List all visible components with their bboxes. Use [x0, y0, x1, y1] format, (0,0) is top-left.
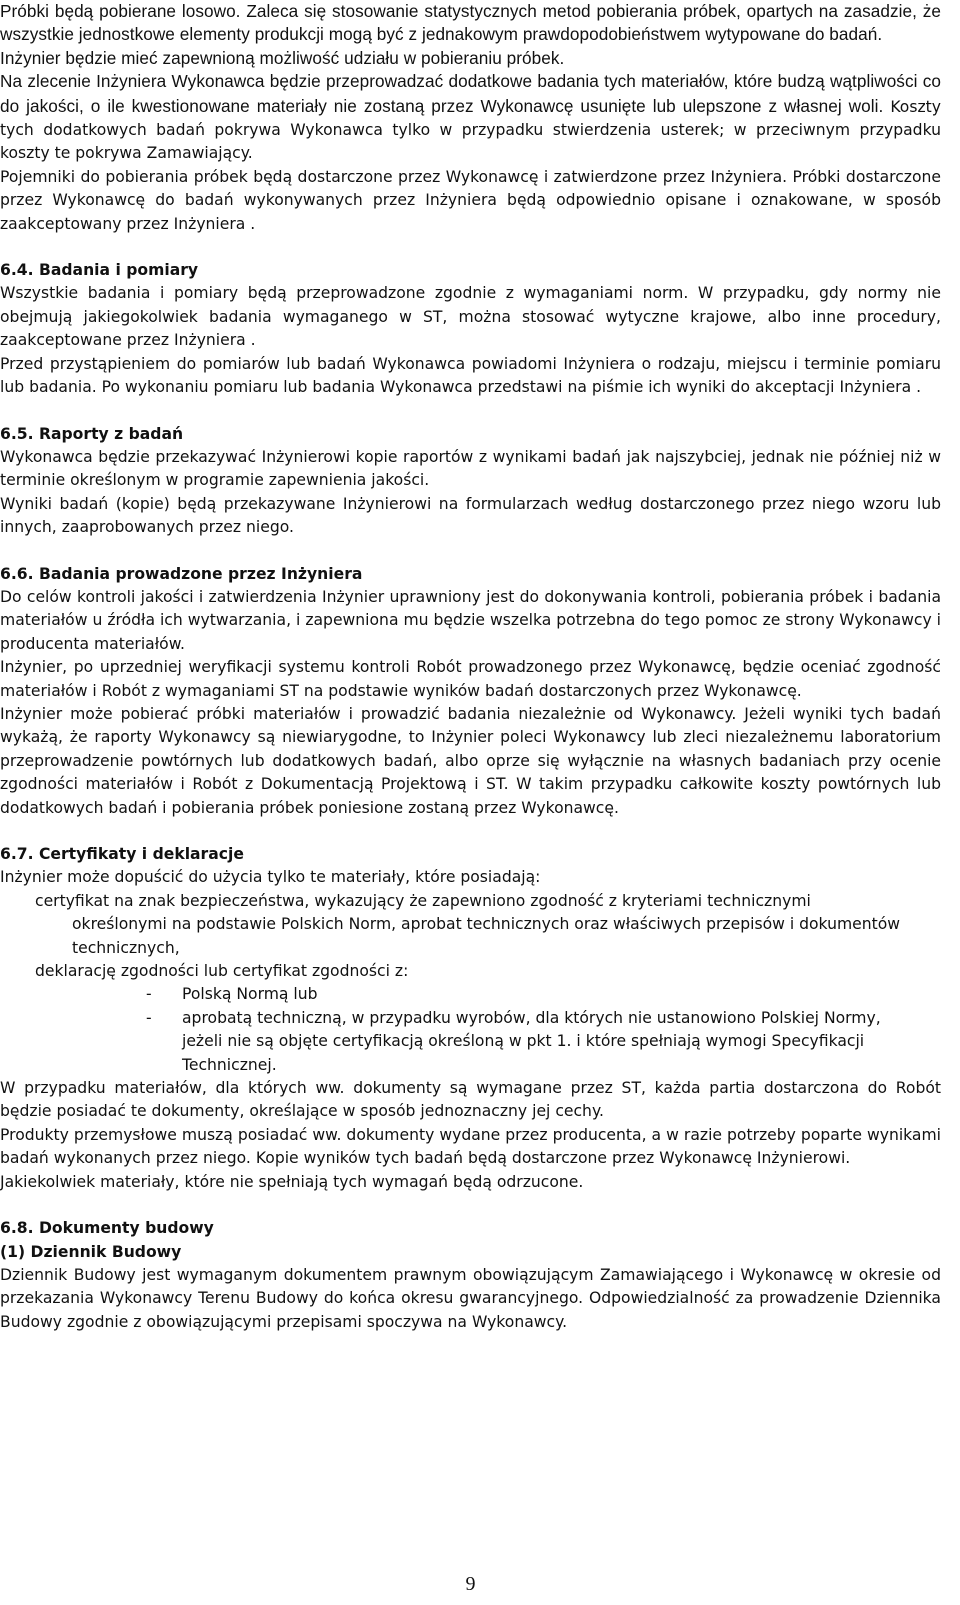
sub-list-item [0, 983, 941, 1006]
dash-bullet: - [146, 985, 152, 1004]
section-paragraph: Inżynier, po uprzedniej weryfikacji systemu kontroli Robót prowadzonego przez Wykonawcę, będzie oceniać zgodność materiałów i Robót z wymaganiami ST na podstawie wyników badań dostarczonych przez Wykonawcę. [0, 658, 941, 700]
section-paragraph: Dziennik Budowy jest wymaganym dokumentem prawnym obowiązującym Zamawiającego i Wykonawcę w okresie od przekazania Wykonawcy Terenu Budowy do końca okresu gwarancyjnego. Odpowiedzialność za prowadzenie Dziennika Budowy zgodnie z obowiązującymi przepisami spoczywa na Wykonawcy. [0, 1265, 941, 1331]
intro-paragraph-additional-tests [0, 70, 941, 166]
list-item-continuation: określonymi na podstawie Polskich Norm, aprobat technicznych oraz właściwych przepisów i dokumentów technicznych, [72, 915, 901, 957]
section-paragraph: Produkty przemysłowe muszą posiadać ww. dokumenty wydane przez producenta, a w razie potrzeby poparte wynikami badań wykonanych przez niego. Kopie wyników tych badań będą dostarczone przez Wykonawcę Inżynierowi. [0, 1125, 941, 1168]
subsection-heading: (1) Dziennik Budowy [0, 1242, 182, 1261]
intro-paragraph-engineer-participation: Inżynier będzie mieć zapewnioną możliwość udziału w pobieraniu próbek. [0, 47, 565, 68]
additional-tests-text: Na zlecenie Inżyniera Wykonawca będzie przeprowadzać dodatkowe badania tych materiałów, które budzą wątpliwości co do jakości, o ile kwestionowane materiały nie zostaną przez Wykonawcę usunięte lub ulepszone z własnej woli. [0, 71, 941, 116]
sub-list-item-text: aprobatą techniczną, w przypadku wyrobów, dla których nie ustanowiono Polskiej Normy, jeżeli nie są objęte certyfikacją określoną w pkt 1. i które spełniają wymogi Specyfikacji Technicznej. [182, 1008, 881, 1074]
section-heading: 6.6. Badania prowadzone przez Inżyniera [0, 564, 363, 583]
list-item-text: certyfikat na znak bezpieczeństwa, wykazujący że zapewniono zgodność z kryteriami technicznymi [35, 891, 811, 910]
section-paragraph: W przypadku materiałów, dla których ww. dokumenty są wymagane przez ST, każda partia dostarczona do Robót będzie posiadać te dokumenty, określające w sposób jednoznaczny jej cechy. [0, 1079, 941, 1121]
section-paragraph: Wykonawca będzie przekazywać Inżynierowi kopie raportów z wynikami badań jak najszybciej, jednak nie później niż w terminie określonym w programie zapewnienia jakości. [0, 447, 941, 490]
sub-list-item-text: Polską Normą lub [182, 985, 318, 1004]
section-paragraph: Przed przystąpieniem do pomiarów lub badań Wykonawca powiadomi Inżyniera o rodzaju, miejscu i terminie pomiaru lub badania. Po wykonaniu pomiaru lub badania Wykonawca przedstawi na piśmie ich wyniki do akceptacji Inżyniera . [0, 354, 941, 397]
section-paragraph: Inżynier może dopuścić do użycia tylko te materiały, które posiadają: [0, 868, 541, 887]
section-6-5 [0, 423, 941, 540]
section-6-4 [0, 259, 941, 399]
list-item-declaration: deklarację zgodności lub certyfikat zgodności z: [35, 962, 409, 981]
sub-list-item [0, 1007, 941, 1077]
dash-bullet: - [146, 1008, 152, 1027]
intro-paragraph-containers: Pojemniki do pobierania próbek będą dostarczone przez Wykonawcę i zatwierdzone przez Inżyniera. Próbki dostarczone przez Wykonawcę do badań wykonywanych przez Inżyniera będą odpowiednio opisane i oznakowane, w sposób zaakceptowany przez Inżyniera . [0, 167, 941, 233]
section-paragraph: Do celów kontroli jakości i zatwierdzenia Inżynier uprawniony jest do dokonywania kontroli, pobierania próbek i badania materiałów u źródła ich wytwarzania, i zapewniona mu będzie wszelka potrzebna do tego pomoc ze strony Wykonawcy i producenta materiałów. [0, 587, 941, 653]
section-6-8 [0, 1217, 941, 1334]
section-paragraph: Wszystkie badania i pomiary będą przeprowadzone zgodnie z wymaganiami norm. W przypadku, gdy normy nie obejmują jakiegokolwiek badania wymaganego w ST, można stosować wytyczne krajowe, albo inne procedury, zaakceptowane przez Inżyniera . [0, 284, 941, 350]
page-number: 9 [465, 1573, 476, 1595]
section-heading: 6.4. Badania i pomiary [0, 261, 199, 280]
section-heading: 6.7. Certyfikaty i deklaracje [0, 845, 244, 863]
intro-paragraph-sampling: Próbki będą pobierane losowo. Zaleca się stosowanie statystycznych metod pobierania próbek, opartych na zasadzie, że wszystkie jednostkowe elementy produkcji mogą być z jednakowym prawdopodobieństwem wytypowane do badań. [0, 1, 941, 45]
section-heading: 6.5. Raporty z badań [0, 424, 184, 443]
section-6-7 [0, 843, 941, 1194]
section-paragraph: Wyniki badań (kopie) będą przekazywane Inżynierowi na formularzach według dostarczonego przez niego wzoru lub innych, zaaprobowanych przez niego. [0, 494, 941, 537]
section-paragraph: Jakiekolwiek materiały, które nie spełniają tych wymagań będą odrzucone. [0, 1172, 584, 1191]
section-6-6 [0, 563, 941, 820]
section-paragraph: Inżynier może pobierać próbki materiałów i prowadzić badania niezależnie od Wykonawcy. Jeżeli wyniki tych badań wykażą, że raporty Wykonawcy są niewiarygodne, to Inżynier poleci Wykonawcy lub zleci niezależnemu laboratorium przeprowadzenie powtórnych lub dodatkowych badań, albo oprze się wyłącznie na własnych badaniach przy ocenie zgodności materiałów i Robót z Dokumentacją Projektową i ST. W takim przypadku całkowite koszty powtórnych lub dodatkowych badań i pobierania próbek poniesione zostaną przez Wykonawcę. [0, 704, 941, 817]
section-heading: 6.8. Dokumenty budowy [0, 1219, 214, 1238]
list-item-certificate [0, 890, 941, 960]
additional-tests-costs-text: Koszty tych dodatkowych badań pokrywa Wykonawca tylko w przypadku stwierdzenia usterek; w przeciwnym przypadku koszty te pokrywa Zamawiający. [0, 97, 941, 163]
